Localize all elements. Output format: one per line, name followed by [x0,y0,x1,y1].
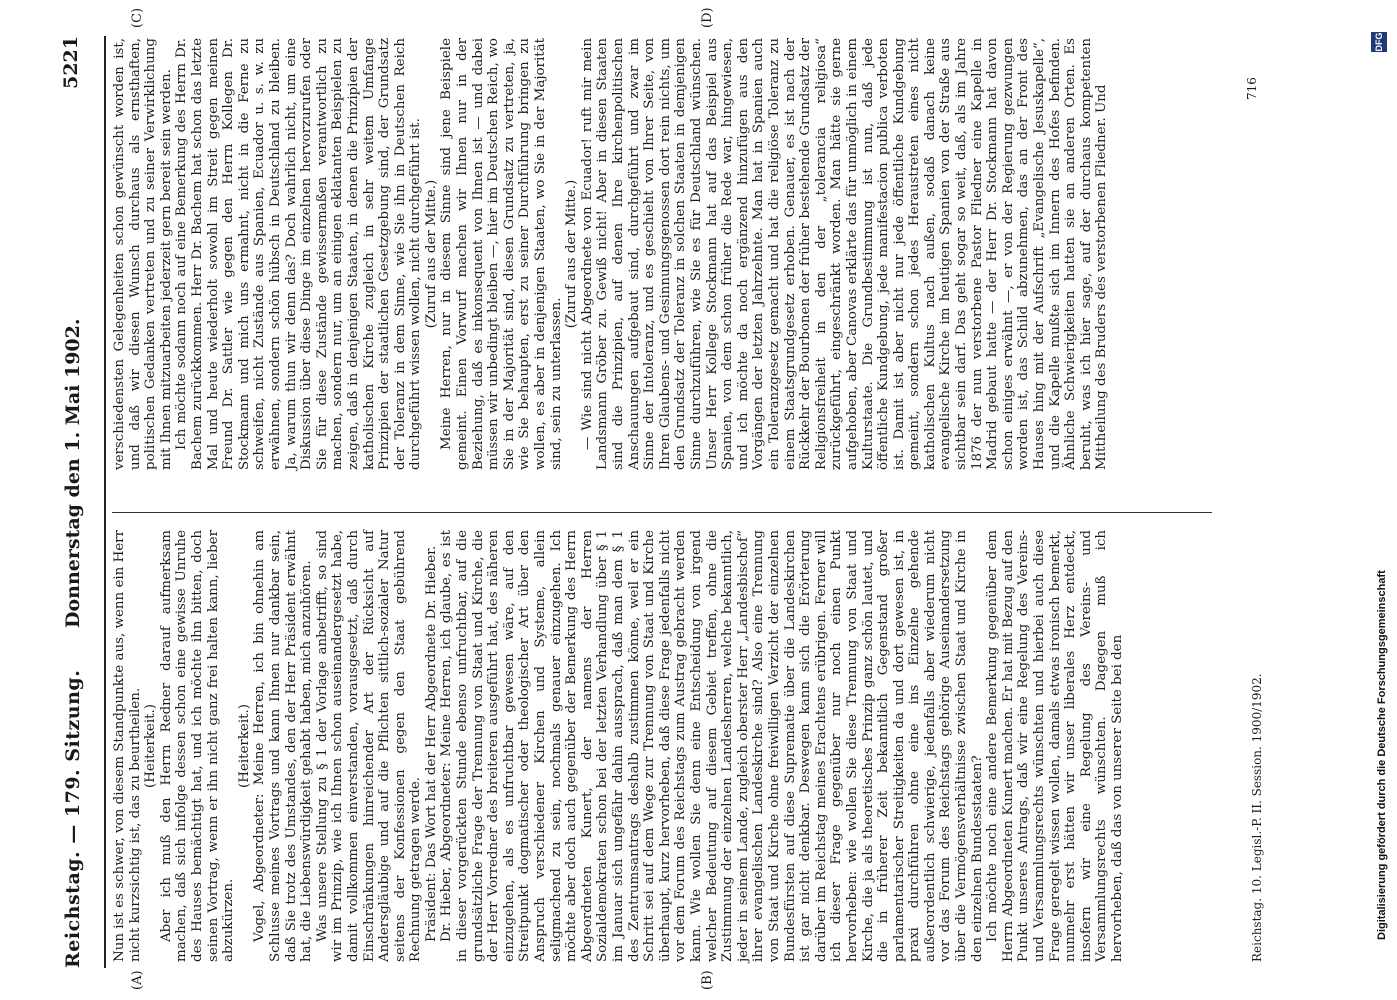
funding-credit: Digitalisierung gefördert durch die Deutsche Forschungsgemeinschaft [1376,570,1388,940]
interjection: (Zuruf aus der Mitte.) [423,179,439,329]
margin-marker-c: (C) [130,7,145,28]
paragraph: — Wie sind nicht Abgeordnete von Ecuador! ruft mir mein Landsmann Gröber zu. Gewiß nicht! Aber in diesen Staaten sind die Prinzipien, auf denen Ihre kirchenpolitischen Anschauungen aufgebaut sind, durchgeführt und zwar im Sinne der Intoleranz, und es geschieht von Ihrer Seite, von Ihren Glaubens- und Gesinnungsgenossen dort rein nichts, um den Grundsatz der Toleranz in solchen Staaten in demjenigen Sinne durchzuführen, wie Sie es für Deutschland wünschen. Unser Herr Kollege Stockmann hat auf das Beispiel aus Spanien, von dem schon früher die Rede war, hingewiesen, und ich möchte da noch ergänzend hinzufügen aus den Vorgängen der letzten Jahrzehnte. Man hat in Spanien auch ein Toleranzgesetz gemacht und hat die religiöse Toleranz zu einem Staatsgrundgesetz erhoben. Genauer, es ist nach der Rückkehr der Bourbonen der früher bestehende Grundsatz der Religionsfreiheit in den der „tolerancia religiosa“ zurückgeführt, eingeschränkt worden. Man hätte sie gerne aufgehoben, aber Canovas erklärte das für unmöglich in einem Kulturstaate. Die Grundbestimmung ist nun, daß jede öffentliche Kundgebung, jede manifestacion publica verboten ist. Damit ist aber nicht nur jede öffentliche Kundgebung gemeint, sondern schon jedes Heraustreten eines nicht katholischen Kultus nach außen, sodaß danach keine evangelische Kirche im heutigen Spanien von der Straße aus sichtbar sein darf. Das geht sogar so weit, daß, als im Jahre 1876 der nun verstorbene Pastor Fliedner eine Kapelle in Madrid gebaut hatte — der Herr Dr. Stockmann hat davon schon einiges erwähnt —, er von der Regierung gezwungen worden ist, das Schild abzunehmen, das an der Front des Hauses hing mit der Aufschrift „Evangelische Jesuskapelle“, und die Kapelle mußte sich im Innern des Hofes befinden. Ähnliche Schwierigkeiten hatten sie an anderen Orten. Es beruht, was ich hier sage, auf der durchaus kompetenten Mittheilung des Bruders des verstorbenen Fliedner. Und [579,38,1110,470]
paragraph: Ich möchte noch eine andere Bemerkung gegenüber dem Herrn Abgeordneten Kunert machen. Er hat mit Bezug auf den Punkt unseres Antrags, daß wir eine Regelung des Vereins- und Versammlungsrechts wünschten und hierbei auch diese Frage geregelt wissen wollen, damals etwas ironisch bemerkt, nunmehr erst hätten wir unser liberales Herz entdeckt, insofern wir eine Regelung des Vereins- und Versammlungsrechts wünschten. Dagegen muß ich hervorheben, daß das von unserer Seite bei den [985,530,1125,962]
column-divider [112,512,1212,513]
dfg-logo [1370,14,1388,70]
header-rule [104,36,106,968]
paragraph: Nun ist es schwer, von diesem Standpunkte aus, wenn ein Herr nicht kurzsichtig ist, das zu beurtheilen. [112,530,143,962]
header-date: Donnerstag den 1. Mai 1902. [62,318,84,628]
header-session: Reichstag. — 179. Sitzung. [62,669,84,968]
margin-marker-a: (A) [130,970,145,990]
paragraph: verschiedensten Gelegenheiten schon gewünscht worden ist, und daß wir diesen Wunsch durchaus als ernsthaften, politischen Gedanken vertreten und zu seiner Verwirklichung mit Ihnen mitzuarbeiten jederzeit gern bereit sein werden. [112,38,174,470]
margin-marker-b: (B) [700,970,715,990]
sheet-number: 716 [1245,77,1259,100]
margin-marker-d: (D) [700,7,715,28]
text-column-right [112,38,1172,470]
dfg-logo-icon: DFG [1371,32,1387,52]
interjection: (Zuruf aus der Mitte.) [564,179,580,329]
interjection: (Heiterkeit.) [143,704,159,788]
page-footer: Reichstag. 10. Legisl.-P. II. Session. 1900/1902. [1250,673,1264,962]
paragraph: Ich möchte sodann noch auf eine Bemerkung des Herrn Dr. Bachem zurückkommen. Herr Dr. Bachem hat schon das letzte Mal und heute wiederholt sowohl im Streit gegen meinen Freund Dr. Sattler wie gegen den Herrn Kollegen Dr. Stockmann und mich uns ermahnt, nicht in die Ferne zu schweifen, nicht Zustände aus Spanien, Ecuador u. s. w. zu erwähnen, sondern schön hübsch in Deutschland zu bleiben. Ja, warum thun wir denn das? Doch wahrlich nicht, um eine Diskussion über diese Dinge im einzelnen hervorzurufen oder Sie für diese Zustände gewissermaßen verantwortlich zu machen, sondern nur, um an einigen eklatanten Beispielen zu zeigen, daß in denjenigen Staaten, in denen die Prinzipien der katholischen Kirche zugleich in sehr weitem Umfange Prinzipien der staatlichen Gesetzgebung sind, der Grundsatz der Toleranz in dem Sinne, wie Sie ihn in Deutschen Reich durchgeführt wissen wollen, nicht durchgeführt ist. [174,38,424,470]
interjection: (Heiterkeit.) [236,704,252,788]
speech-hieber: Dr. Hieber, Abgeordneter: Meine Herren, ich glaube, es ist in dieser vorgerückten Stunde ebenso unfruchtbar, auf die grundsätzliche Frage der Trennung von Staat und Kirche, die der Herr Vorredner des breiteren ausgeführt hat, des näheren einzugehen, als es unfruchtbar gewesen wäre, auf den Streitpunkt dogmatischer oder theologischer Art über den Anspruch verschiedener Kirchen und Systeme, allein seligmachend zu sein, nochmals genauer einzugehen. Ich möchte aber doch auch gegenüber der Bemerkung des Herrn Abgeordneten Kunert, der namens der Herren Sozialdemokraten schon bei der letzten Verhandlung über § 1 im Januar sich ungefähr dahin aussprach, daß man dem § 1 des Zentrumsantrags deshalb zustimmen könne, weil er ein Schritt sei auf dem Wege zur Trennung von Staat und Kirche überhaupt, kurz hervorheben, daß diese Frage jedenfalls nicht vor dem Forum des Reichstags zum Austrag gebracht werden kann. Wie wollen Sie denn eine Entscheidung von irgend welcher Bedeutung auf diesem Gebiet treffen, ohne die Zustimmung der einzelnen Landesherren, welche bekanntlich, jeder in seinem Lande, zugleich oberster Herr „Landesbischof“ ihrer evangelischen Landeskirche sind? Also eine Trennung von Staat und Kirche ohne freiwilligen Verzicht der einzelnen Bundesfürsten auf diese Suprematie über die Landeskirchen ist gar nicht denkbar. Deswegen kann sich die Erörterung darüber im Reichstag meines Erachtens erübrigen. Ferner will ich dieser Frage gegenüber nur noch einen Punkt hervorheben: wie wollen Sie diese Trennung von Staat und Kirche, die ja als theoretisches Prinzip ganz schön lautet, und die in früherer Zeit bekanntlich Gegenstand großer parlamentarischer Streitigkeiten da und dort gewesen ist, in praxi durchführen ohne eine ins Einzelne gehende außerordentlich schwierige, jedenfalls aber wiederum nicht vor das Forum des Reichstags gehörige Auseinandersetzung über die Vermögensverhältnisse zwischen Staat und Kirche in den einzelnen Bundesstaaten? [439,530,985,962]
speech-vogel: Vogel, Abgeordneter: Meine Herren, ich bin ohnehin am Schlusse meines Vortrags und kann Ihnen nur dankbar sein, daß Sie trotz des Umstandes, den der Herr Präsident erwähnt hat, die Liebenswürdigkeit gehabt haben, mich anzuhören. [252,530,315,962]
paragraph: Meine Herren, nur in diesem Sinne sind jene Beispiele gemeint. Einen Vorwurf machen wir Ihnen nur in der Beziehung, daß es inkonsequent von Ihnen ist — und dabei müssen wir unbedingt bleiben —, hier im Deutschen Reich, wo Sie in der Majorität sind, diesen Grundsatz zu vertreten, ja, wie Sie behaupten, erst zu seiner Durchführung bringen zu wollen, es aber in denjenigen Staaten, wo Sie in der Majorität sind, sein zu unterlassen. [439,38,564,470]
paragraph: Was unsere Stellung zu § 1 der Vorlage anbetrifft, so sind wir im Prinzip, wie ich Ihnen schon auseinandergesetzt habe, damit vollkommen einverstanden, vorausgesetzt, daß durch Einschränkungen hinreichender Art der Rücksicht auf Andersgläubige und auf die Pflichten sittlich-sozialer Natur seitens der Konfessionen gegen den Staat gebührend Rechnung getragen werde. [314,530,424,962]
president-remark: Präsident: Das Wort hat der Herr Abgeordnete Dr. Hieber. [423,545,439,942]
header-page-number: 5221 [60,36,82,89]
digitization-sidebar [1362,0,1397,1000]
paragraph: Aber ich muß den Herrn Redner darauf aufmerksam machen, daß sich infolge dessen schon eine gewisse Unruhe des Hauses bemächtigt hat, und ich möchte ihn bitten, doch seinen Vortrag, wenn er ihn nicht ganz frei halten kann, lieber abzukürzen. [158,530,237,962]
page-header [28,36,102,968]
text-column-left [112,530,1172,962]
